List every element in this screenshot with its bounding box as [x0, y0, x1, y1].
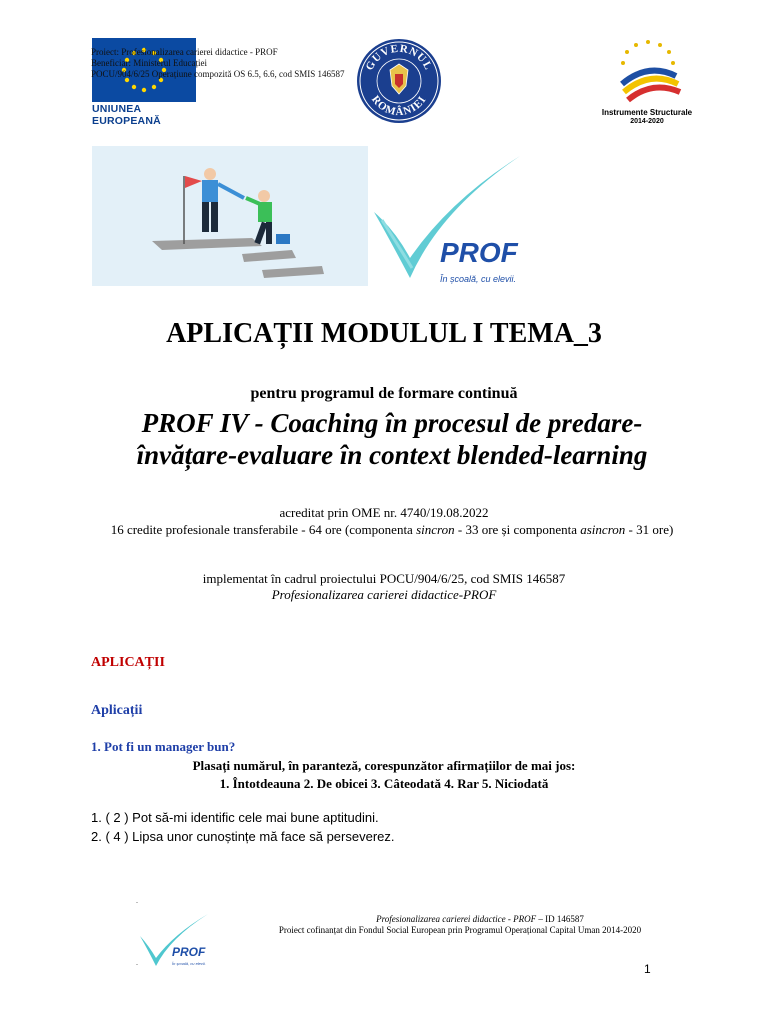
header-beneficiary-line: Beneficiar: Ministerul Educației: [91, 58, 207, 68]
footer-project-line: [270, 914, 690, 924]
credits-sincron: sincron: [416, 522, 455, 537]
coaching-illustration: [92, 146, 368, 286]
course-title: [0, 407, 768, 471]
instrumente-structurale-label: Instrumente Structurale: [601, 108, 693, 117]
implementation-line: implementat în cadrul proiectului POCU/904/6/25, cod SMIS 146587: [202, 571, 566, 586]
course-title-line2: învățare-evaluare în context blended-learning: [136, 440, 648, 470]
footer-logo-tagline: În școală, cu elevii.: [172, 961, 206, 966]
footer-dot: .: [136, 958, 138, 967]
footer-project-id: – ID 146587: [536, 914, 584, 924]
subsection-heading-aplicatii: Aplicații: [91, 703, 143, 718]
footer-project-name: Profesionalizarea carierei didactice - PROF: [376, 914, 537, 924]
instrumente-structurale-logo: [598, 36, 698, 114]
footer-prof-logo: [138, 912, 220, 970]
footer-cofinance-line: Proiect cofinanțat din Fondul Social European prin Programul Operațional Capital Uman 2014-2020: [278, 925, 642, 935]
course-title-line1: PROF IV - Coaching în procesul de predare-: [141, 408, 643, 438]
credits-text-a: 16 credite profesionale transferabile - 64 ore (componenta: [110, 522, 417, 537]
answer-item: 2. ( 4 ) Lipsa unor cunoștințe mă face să perseverez.: [91, 829, 395, 844]
prof-logo-tagline: În școală, cu elevii.: [440, 274, 517, 284]
project-name: Profesionalizarea carierei didactice-PROF: [271, 587, 497, 602]
answer-item: 1. ( 2 ) Pot să-mi identific cele mai bune aptitudini.: [91, 810, 379, 825]
section-heading-aplicatii: APLICAȚII: [91, 655, 165, 670]
accreditation-line: acreditat prin OME nr. 4740/19.08.2022: [279, 505, 489, 520]
instruction-line: Plasați numărul, în paranteză, corespunzător afirmațiilor de mai jos:: [192, 758, 576, 773]
footer-dot: .: [136, 896, 138, 905]
prof-logo: [370, 150, 550, 290]
seal-top-text: GUVERNUL: [363, 42, 435, 73]
eu-label: UNIUNEA EUROPEANĂ: [92, 103, 161, 127]
credits-line: [88, 522, 696, 538]
seal-bottom-text: ROMÂNIEI: [369, 93, 429, 119]
government-seal-logo: [356, 38, 442, 124]
implementation-block: [0, 571, 768, 603]
rating-scale: 1. Întotdeauna 2. De obicei 3. Câteodată 4. Rar 5. Niciodată: [219, 776, 549, 791]
prof-logo-text: PROF: [440, 237, 518, 268]
document-subtitle: pentru programul de formare continuă: [250, 385, 518, 402]
credits-text-b: - 33 ore și componenta: [454, 522, 581, 537]
footer-logo-text: PROF: [172, 945, 206, 959]
question-instructions: [0, 757, 768, 793]
credits-text-c: - 31 ore): [625, 522, 674, 537]
question-title: 1. Pot fi un manager bun?: [91, 739, 236, 754]
page-number: 1: [644, 962, 651, 976]
document-title: APLICAȚII MODULUL I TEMA_3: [166, 318, 602, 349]
instrumente-structurale-years: 2014-2020: [630, 118, 664, 125]
header-code-line: POCU/904/6/25 Operațiune compozită OS 6.5, 6.6, cod SMIS 146587: [91, 69, 345, 79]
header-project-line: Proiect: Profesionalizarea carierei didactice - PROF: [91, 47, 278, 57]
credits-asincron: asincron: [580, 522, 626, 537]
